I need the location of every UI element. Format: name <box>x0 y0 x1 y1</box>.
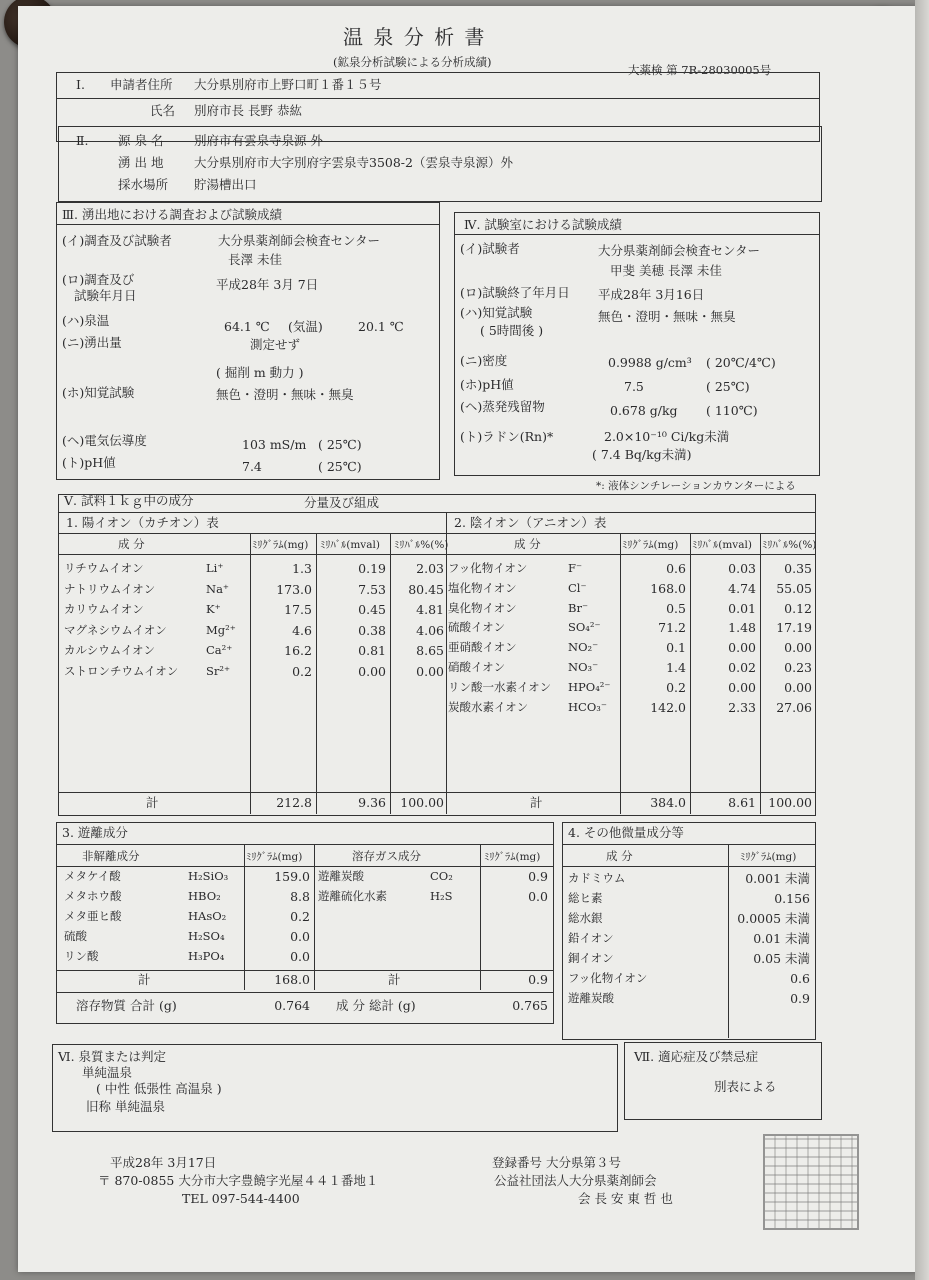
anion-formula: NO₂⁻ <box>568 640 599 655</box>
anion-mg: 71.2 <box>658 620 686 636</box>
anion-total-mg: 384.0 <box>650 795 686 810</box>
radon-value: 2.0×10⁻¹⁰ Ci/kg未満 <box>604 429 730 444</box>
source-name-value: 別府市有雲泉寺泉源 外 <box>194 133 323 148</box>
section1-heading: Ⅰ. <box>76 77 85 92</box>
onsite-ph-value: 7.4 <box>242 459 262 474</box>
document-title: 温 泉 分 析 書 <box>343 25 487 49</box>
anion-formula: HCO₃⁻ <box>568 699 607 714</box>
cation-mg: 4.6 <box>292 622 312 638</box>
cation-pct: 80.45 <box>408 581 444 597</box>
sampling-place-value: 貯湯槽出口 <box>194 177 257 192</box>
nondissoc-name: リン酸 <box>64 949 99 963</box>
cation-col-name: 成 分 <box>118 537 145 551</box>
anion-mg: 0.5 <box>666 600 686 616</box>
cation-col-pct: ﾐﾘﾊﾞﾙ%(%) <box>394 539 449 551</box>
source-name-label: 源 泉 名 <box>118 133 164 148</box>
free-components-title: 3. 遊離成分 <box>62 825 128 840</box>
anion-pct: 17.19 <box>776 620 812 636</box>
anion-col-mg: ﾐﾘｸﾞﾗﾑ(mg) <box>622 539 679 551</box>
lab-tester-value: 大分県薬剤師会検査センター <box>598 243 761 258</box>
flow-rate-detail: ( 掘削 m 動力 ) <box>216 365 304 380</box>
nondissoc-formula: H₂SiO₃ <box>188 869 229 883</box>
cation-name: リチウムイオン <box>64 561 144 575</box>
issuer-organization: 公益社団法人大分県薬剤師会 <box>494 1173 657 1188</box>
radon-footnote: *: 液体シンチレーションカウンターによる <box>596 480 796 492</box>
nondissoc-mg-header: ﾐﾘｸﾞﾗﾑ(mg) <box>246 851 303 863</box>
trace-name: フッ化物イオン <box>568 971 648 985</box>
gas-total-label: 計 <box>388 972 401 987</box>
issuer-tel: TEL 097-544-4400 <box>182 1191 300 1206</box>
nondissoc-name: 硫酸 <box>64 929 87 943</box>
cation-col-mg: ﾐﾘｸﾞﾗﾑ(mg) <box>252 539 309 551</box>
spring-quality-line2: ( 中性 低張性 高温泉 ) <box>96 1081 222 1096</box>
residue-value: 0.678 g/kg <box>610 403 678 418</box>
radon-label: (ト)ラドン(Rn)* <box>460 429 554 444</box>
trace-name: 鉛イオン <box>568 931 614 945</box>
anion-formula: Cl⁻ <box>568 580 587 595</box>
gas-name: 遊離炭酸 <box>318 869 364 883</box>
anion-table-title: 2. 陰イオン（アニオン）表 <box>454 515 607 530</box>
anion-pct: 55.05 <box>776 580 812 596</box>
density-value: 0.9988 g/cm³ <box>608 355 692 370</box>
gas-formula: CO₂ <box>430 869 453 883</box>
anion-formula: Br⁻ <box>568 600 589 615</box>
lab-date-value: 平成28年 3月16日 <box>598 287 705 302</box>
radon-value-bq: ( 7.4 Bq/kg未満) <box>592 447 692 462</box>
anion-mg: 142.0 <box>650 699 686 715</box>
anion-name: 塩化物イオン <box>448 580 517 595</box>
anion-total-pct: 100.00 <box>768 795 812 810</box>
onsite-date-label2: 試験年月日 <box>74 288 137 303</box>
cation-formula: K⁺ <box>206 602 221 616</box>
residue-temp: ( 110℃) <box>706 403 758 418</box>
cation-pct: 2.03 <box>416 561 444 576</box>
trace-value: 0.05 未満 <box>753 951 810 966</box>
anion-name: 炭酸水素イオン <box>448 699 529 714</box>
component-total-value: 0.765 <box>512 998 548 1013</box>
gas-formula: H₂S <box>430 889 453 903</box>
section7-heading: Ⅶ. 適応症及び禁忌症 <box>634 1049 759 1064</box>
anion-mg: 0.1 <box>666 640 686 656</box>
spring-temp-label: (ハ)泉温 <box>62 313 110 328</box>
cation-mg: 16.2 <box>284 643 312 658</box>
lab-tester-label: (イ)試験者 <box>460 241 520 256</box>
anion-pct: 0.35 <box>784 561 812 576</box>
applicant-name-value: 別府市長 長野 恭紘 <box>194 103 302 118</box>
cation-pct: 0.00 <box>416 663 444 679</box>
sheet-protector-edge <box>915 0 929 1280</box>
lab-sensory-label2: ( 5時間後 ) <box>480 323 544 338</box>
residue-label: (ヘ)蒸発残留物 <box>460 399 545 414</box>
nondissoc-total-value: 168.0 <box>274 972 310 987</box>
anion-pct: 27.06 <box>776 699 812 715</box>
lab-ph-temp: ( 25℃) <box>706 379 750 394</box>
anion-pct: 0.23 <box>784 660 812 675</box>
cation-mval: 7.53 <box>358 581 386 597</box>
trace-value: 0.9 <box>790 991 810 1006</box>
flow-rate-label: (ニ)湧出量 <box>62 335 122 350</box>
cation-mval: 0.45 <box>358 602 386 617</box>
cation-pct: 4.06 <box>416 622 444 638</box>
trace-value: 0.001 未満 <box>745 871 810 886</box>
cation-name: マグネシウムイオン <box>64 622 167 637</box>
anion-mg: 1.4 <box>666 660 686 675</box>
cation-total-pct: 100.00 <box>400 795 444 810</box>
air-temp-value: 20.1 ℃ <box>358 319 404 334</box>
anion-mval: 0.03 <box>728 561 756 576</box>
anion-col-mval: ﾐﾘﾊﾞﾙ(mval) <box>692 539 752 551</box>
nondissoc-name: メタ亜ヒ酸 <box>64 909 122 923</box>
cation-mg: 173.0 <box>276 581 312 597</box>
anion-name: 臭化物イオン <box>448 600 517 615</box>
trace-name: 総ヒ素 <box>568 891 603 905</box>
nondissoc-header: 非解離成分 <box>82 849 140 863</box>
onsite-tester-label: (イ)調査及び試験者 <box>62 233 172 248</box>
anion-name: 硝酸イオン <box>448 660 506 674</box>
onsite-date-label: (ロ)調査及び <box>62 272 135 287</box>
dissolved-total-value: 0.764 <box>274 998 310 1013</box>
nondissoc-name: メタケイ酸 <box>64 869 121 883</box>
cation-mval: 0.00 <box>358 663 386 679</box>
nondissoc-formula: HAsO₂ <box>188 909 227 923</box>
dissolved-total-label: 溶存物質 合計 (g) <box>76 998 177 1013</box>
anion-mg: 0.6 <box>666 561 686 576</box>
trace-name: 遊離炭酸 <box>568 991 614 1005</box>
cation-total-mg: 212.8 <box>276 795 312 810</box>
trace-name: 銅イオン <box>568 951 614 965</box>
nondissoc-mg: 0.0 <box>290 929 310 944</box>
density-temp: ( 20℃/4℃) <box>706 355 776 370</box>
onsite-ph-label: (ト)pH値 <box>62 455 116 470</box>
spring-quality-line3: 旧称 単純温泉 <box>86 1099 165 1114</box>
anion-name: 硫酸イオン <box>448 620 506 635</box>
anion-total-label: 計 <box>530 795 543 810</box>
applicant-address-label: 申請者住所 <box>110 77 173 92</box>
trace-value: 0.0005 未満 <box>737 911 810 926</box>
document-subtitle: (鉱泉分析試験による分析成績) <box>333 55 492 69</box>
lab-ph-value: 7.5 <box>624 379 644 394</box>
onsite-tester-name: 長澤 未佳 <box>228 252 282 267</box>
analysis-document <box>18 6 918 1272</box>
anion-formula: HPO₄²⁻ <box>568 679 611 694</box>
gas-header: 溶存ガス成分 <box>352 849 421 863</box>
onsite-date-value: 平成28年 3月 7日 <box>216 277 319 292</box>
lab-sensory-label: (ハ)知覚試験 <box>460 305 533 320</box>
conductivity-label: (ヘ)電気伝導度 <box>62 433 147 448</box>
onsite-tester-value: 大分県薬剤師会検査センター <box>218 233 381 248</box>
anion-mg: 0.2 <box>666 679 686 695</box>
section2-heading: Ⅱ. <box>76 133 89 148</box>
trace-components-title: 4. その他微量成分等 <box>568 825 684 840</box>
cation-total-mval: 9.36 <box>358 795 386 810</box>
trace-name: カドミウム <box>568 871 626 885</box>
anion-col-pct: ﾐﾘﾊﾞﾙ%(%) <box>762 539 817 551</box>
document-number: 大薬検 第 7R-28030005号 <box>628 63 772 77</box>
lab-tester-names: 甲斐 美穂 長澤 未佳 <box>610 263 722 278</box>
onsite-ph-temp: ( 25℃) <box>318 459 362 474</box>
section5-heading2: 分量及び組成 <box>304 495 380 510</box>
cation-mval: 0.19 <box>358 561 386 576</box>
onsite-sensory-value: 無色・澄明・無味・無臭 <box>216 387 354 402</box>
official-seal-stamp <box>763 1134 859 1230</box>
spring-temp-value: 64.1 ℃ <box>224 319 270 334</box>
gas-total-value: 0.9 <box>528 972 548 987</box>
cation-formula: Na⁺ <box>206 581 229 596</box>
cation-mg: 17.5 <box>284 602 312 617</box>
onsite-sensory-label: (ホ)知覚試験 <box>62 385 135 400</box>
anion-mval: 0.02 <box>728 660 756 675</box>
cation-name: カルシウムイオン <box>64 643 156 657</box>
trace-col-mg: ﾐﾘｸﾞﾗﾑ(mg) <box>740 851 797 863</box>
anion-name: フッ化物イオン <box>448 561 528 575</box>
section4-heading: Ⅳ. 試験室における試験成績 <box>464 217 622 232</box>
cation-col-mval: ﾐﾘﾊﾞﾙ(mval) <box>320 539 380 551</box>
air-temp-label: (気温) <box>288 319 323 334</box>
trace-value: 0.01 未満 <box>753 931 810 946</box>
anion-formula: NO₃⁻ <box>568 660 599 674</box>
nondissoc-formula: H₃PO₄ <box>188 949 225 963</box>
spring-quality-line1: 単純温泉 <box>82 1065 133 1080</box>
spring-location-value: 大分県別府市大字別府字雲泉寺3508-2（雲泉寺泉源）外 <box>194 155 513 170</box>
conductivity-temp: ( 25℃) <box>318 437 362 452</box>
issue-date: 平成28年 3月17日 <box>110 1155 217 1170</box>
nondissoc-formula: H₂SO₄ <box>188 929 225 943</box>
applicant-address-value: 大分県別府市上野口町１番１５号 <box>194 77 382 92</box>
anion-name: リン酸一水素イオン <box>448 679 552 694</box>
nondissoc-total-label: 計 <box>138 972 151 987</box>
anion-total-mval: 8.61 <box>728 795 756 810</box>
section6-heading: Ⅵ. 泉質または判定 <box>58 1049 167 1064</box>
anion-name: 亜硝酸イオン <box>448 640 517 655</box>
nondissoc-mg: 0.0 <box>290 949 310 964</box>
gas-mg-header: ﾐﾘｸﾞﾗﾑ(mg) <box>484 851 541 863</box>
cation-total-label: 計 <box>146 795 159 810</box>
flow-rate-value: 測定せず <box>250 337 301 352</box>
nondissoc-mg: 0.2 <box>290 909 310 924</box>
cation-formula: Mg²⁺ <box>206 622 236 637</box>
anion-formula: F⁻ <box>568 561 583 575</box>
lab-ph-label: (ホ)pH値 <box>460 377 514 392</box>
applicant-name-label: 氏名 <box>150 103 176 118</box>
nondissoc-mg: 159.0 <box>274 869 310 884</box>
anion-mval: 0.01 <box>728 600 756 616</box>
issuer-address: 〒 870-0855 大分市大字豊饒字光屋４４１番地１ <box>98 1173 379 1188</box>
conductivity-value: 103 mS/m <box>242 437 307 452</box>
section5-heading: Ⅴ. 試料１ｋｇ中の成分 <box>64 493 194 508</box>
lab-date-label: (ロ)試験終了年月日 <box>460 285 570 300</box>
registration-number: 登録番号 大分県第３号 <box>492 1155 621 1170</box>
anion-col-name: 成 分 <box>514 537 541 551</box>
cation-pct: 8.65 <box>416 643 444 658</box>
cation-formula: Sr²⁺ <box>206 663 231 678</box>
gas-name: 遊離硫化水素 <box>318 889 387 903</box>
cation-name: カリウムイオン <box>64 602 144 616</box>
anion-mval: 0.00 <box>728 640 756 656</box>
cation-mval: 0.81 <box>358 643 386 658</box>
issuer-president: 会 長 安 東 哲 也 <box>578 1191 673 1206</box>
nondissoc-formula: HBO₂ <box>188 889 221 903</box>
spring-location-label: 湧 出 地 <box>118 155 164 170</box>
trace-col-name: 成 分 <box>606 849 633 863</box>
cation-mg: 0.2 <box>292 663 312 679</box>
cation-formula: Li⁺ <box>206 561 224 575</box>
nondissoc-mg: 8.8 <box>290 889 310 904</box>
anion-pct: 0.00 <box>784 640 812 656</box>
anion-mval: 0.00 <box>728 679 756 695</box>
cation-formula: Ca²⁺ <box>206 643 233 657</box>
cation-table-title: 1. 陽イオン（カチオン）表 <box>66 515 219 530</box>
trace-name: 総水銀 <box>568 911 603 925</box>
cation-name: ストロンチウムイオン <box>64 663 179 678</box>
density-label: (ニ)密度 <box>460 353 508 368</box>
anion-mval: 2.33 <box>728 699 756 715</box>
cation-pct: 4.81 <box>416 602 444 617</box>
section3-heading: Ⅲ. 湧出地における調査および試験成績 <box>62 207 283 222</box>
cation-mg: 1.3 <box>292 561 312 576</box>
trace-value: 0.6 <box>790 971 810 986</box>
component-total-label: 成 分 総計 (g) <box>336 998 416 1013</box>
anion-mg: 168.0 <box>650 580 686 596</box>
anion-mval: 4.74 <box>728 580 756 596</box>
indications-value: 別表による <box>714 1079 777 1094</box>
anion-pct: 0.00 <box>784 679 812 695</box>
gas-mg: 0.0 <box>528 889 548 904</box>
cation-name: ナトリウムイオン <box>64 581 156 596</box>
anion-pct: 0.12 <box>784 600 812 616</box>
trace-value: 0.156 <box>774 891 810 906</box>
nondissoc-name: メタホウ酸 <box>64 889 122 903</box>
cation-mval: 0.38 <box>358 622 386 638</box>
gas-mg: 0.9 <box>528 869 548 884</box>
anion-formula: SO₄²⁻ <box>568 620 601 635</box>
lab-sensory-value: 無色・澄明・無味・無臭 <box>598 309 736 324</box>
anion-mval: 1.48 <box>728 620 756 636</box>
sampling-place-label: 採水場所 <box>118 177 169 192</box>
